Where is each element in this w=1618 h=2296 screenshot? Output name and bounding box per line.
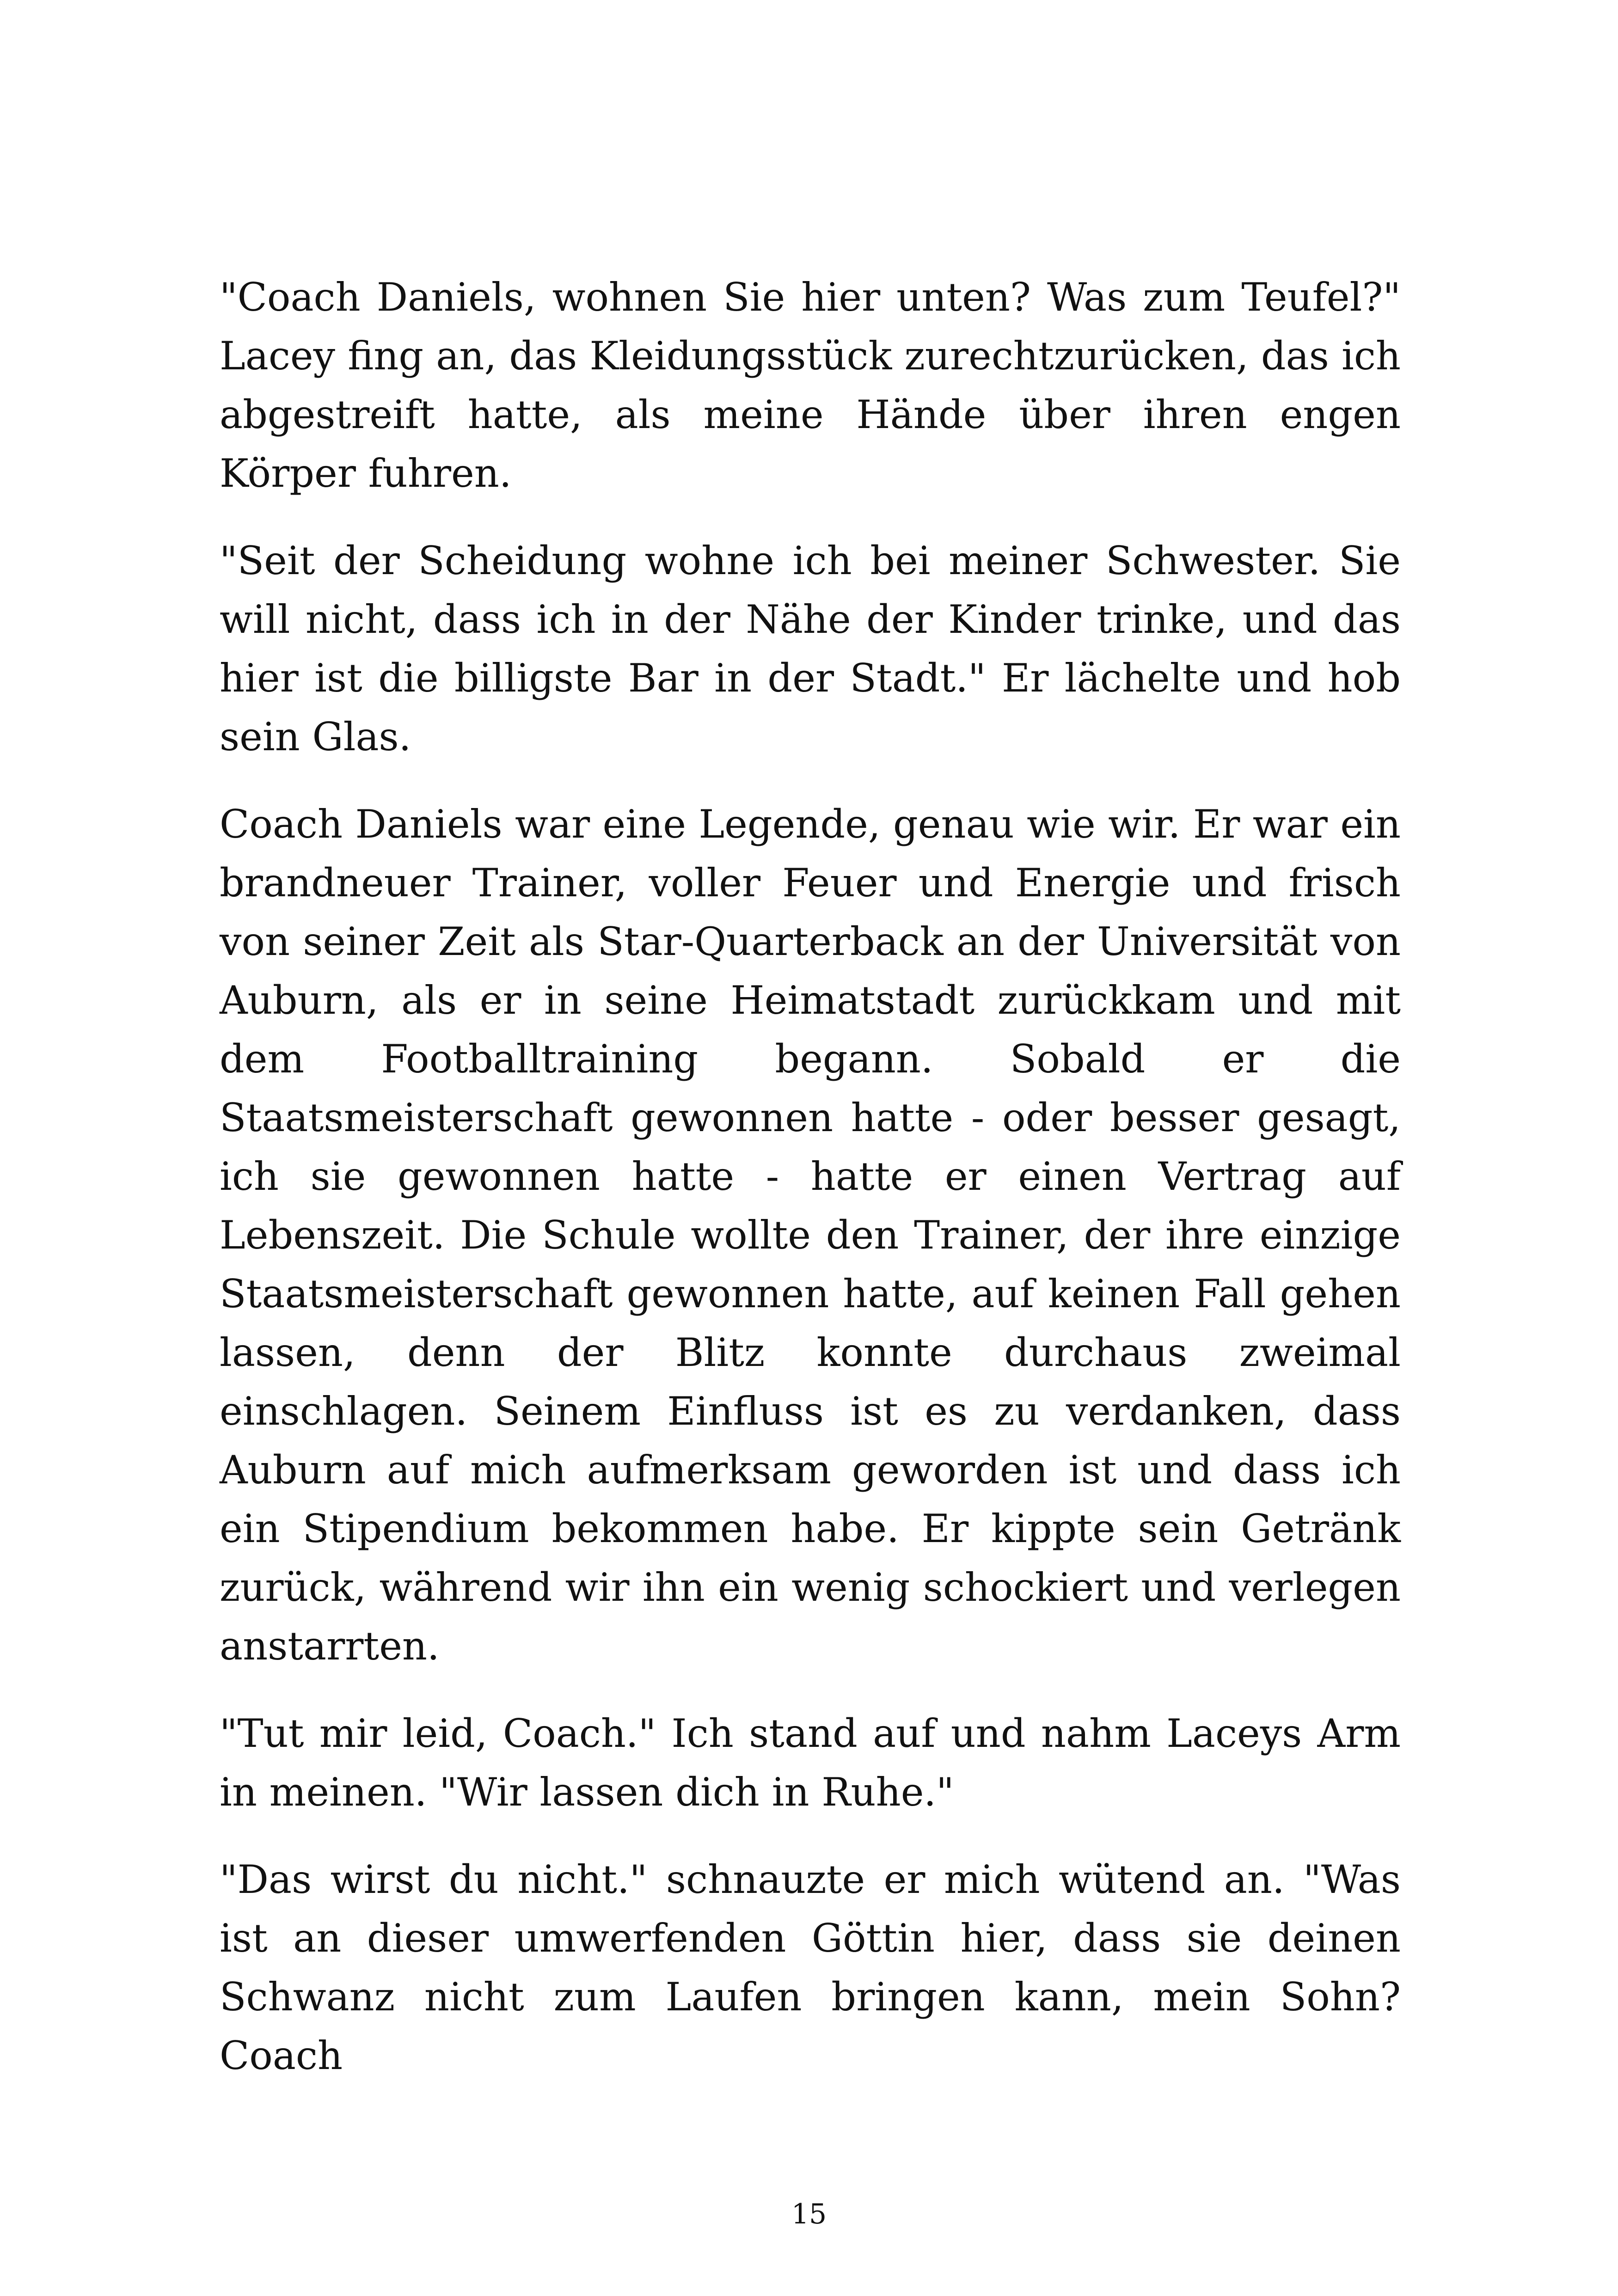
body-text bbox=[220, 268, 1401, 2085]
paragraph-1: "Coach Daniels, wohnen Sie hier unten? Was zum Teufel?" Lacey fing an, das Kleidungsstück zurechtzurücken, das ich abgestreift hatte, als meine Hände über ihren engen Körper fuhren. bbox=[220, 275, 1401, 496]
paragraph-2: "Seit der Scheidung wohne ich bei meiner Schwester. Sie will nicht, dass ich in der Nähe der Kinder trinke, und das hier ist die billigste Bar in der Stadt." Er lächelte und hob sein Glas. bbox=[220, 538, 1401, 759]
paragraph-5: "Das wirst du nicht." schnauzte er mich wütend an. "Was ist an dieser umwerfenden Göttin hier, dass sie deinen Schwanz nicht zum Laufen bringen kann, mein Sohn? Coach bbox=[220, 1857, 1401, 2078]
paragraph-3: Coach Daniels war eine Legende, genau wie wir. Er war ein brandneuer Trainer, voller Feuer und Energie und frisch von seiner Zeit als Star-Quarterback an der Universität von Auburn, als er in seine Heimatstadt zurückkam und mit dem Footballtraining begann. Sobald er die Staatsmeisterschaft gewonnen hatte - oder besser gesagt, ich sie gewonnen hatte - hatte er einen Vertrag auf Lebenszeit. Die Schule wollte den Trainer, der ihre einzige Staatsmeisterschaft gewonnen hatte, auf keinen Fall gehen lassen, denn der Blitz konnte durchaus zweimal einschlagen. Seinem Einfluss ist es zu verdanken, dass Auburn auf mich aufmerksam geworden ist und dass ich ein Stipendium bekommen habe. Er kippte sein Getränk zurück, während wir ihn ein wenig schockiert und verlegen anstarrten. bbox=[220, 802, 1401, 1669]
paragraph-4: "Tut mir leid, Coach." Ich stand auf und nahm Laceys Arm in meinen. "Wir lassen dich in Ruhe." bbox=[220, 1711, 1401, 1815]
page-number: 15 bbox=[791, 2198, 827, 2230]
